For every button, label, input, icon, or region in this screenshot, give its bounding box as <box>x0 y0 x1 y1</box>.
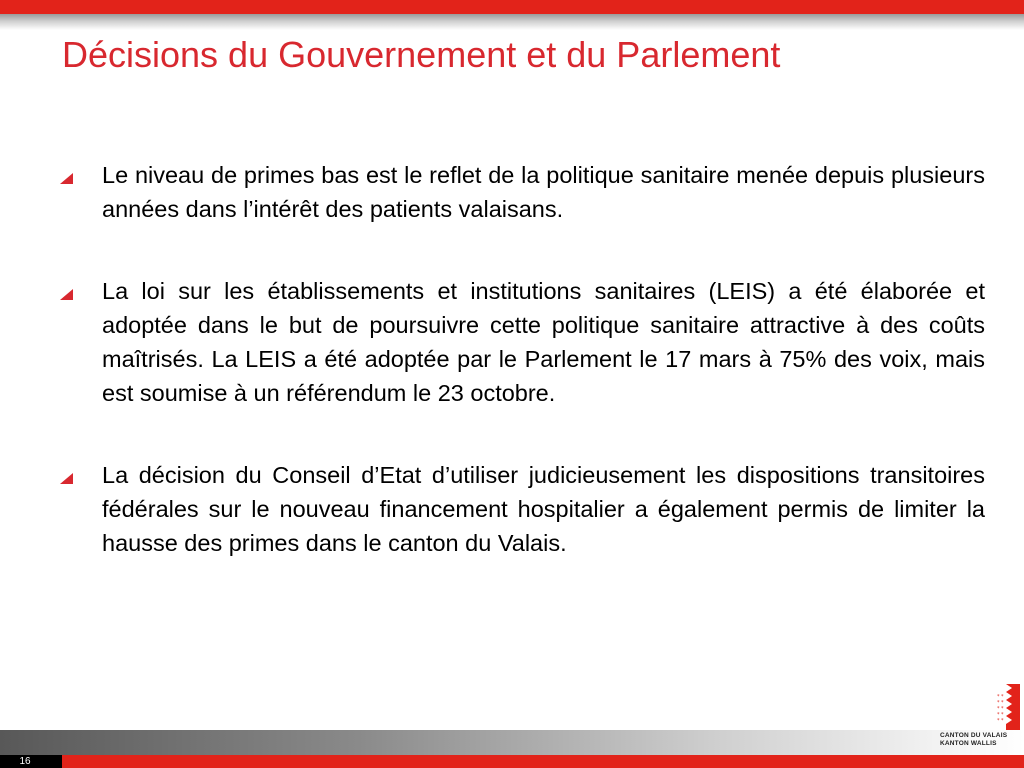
svg-text:*: * <box>1001 718 1004 724</box>
slide-title: Décisions du Gouvernement et du Parlement <box>62 34 781 75</box>
svg-text:*: * <box>997 706 1000 712</box>
triangle-bullet-icon <box>60 289 73 300</box>
canton-logo <box>940 684 1020 754</box>
svg-text:*: * <box>997 718 1000 724</box>
svg-text:*: * <box>1001 712 1004 718</box>
bullet-text: Le niveau de primes bas est le reflet de la politique sanitaire menée depuis plusieurs années dans l’intérêt des patients valaisans. <box>102 162 985 222</box>
page-number <box>0 755 62 768</box>
logo-text-line1: CANTON DU VALAIS <box>940 732 1008 739</box>
svg-text:*: * <box>997 694 1000 700</box>
page-number-text: 16 <box>19 756 31 767</box>
svg-text:*: * <box>1001 700 1004 706</box>
bullet-item <box>60 274 985 410</box>
svg-text:*: * <box>997 700 1000 706</box>
bullet-text: La décision du Conseil d’Etat d’utiliser judicieusement les dispositions transitoires fédérales sur le nouveau financement hospitalier a également permis de limiter la hausse des primes dans le canton du Valais. <box>102 462 985 556</box>
bullet-item <box>60 158 985 226</box>
bullet-list <box>60 158 985 608</box>
canton-valais-flag-icon <box>992 684 1020 730</box>
svg-text:*: * <box>1001 694 1004 700</box>
bullet-text: La loi sur les établissements et institutions sanitaires (LEIS) a été élaborée et adoptée dans le but de poursuivre cette politique sanitaire attractive à des coûts maîtrisés. La LEIS a été adoptée par le Parlement le 17 mars à 75% des voix, mais est soumise à un référendum le 23 octobre. <box>102 278 985 406</box>
svg-text:*: * <box>1001 706 1004 712</box>
top-gray-gradient <box>0 14 1024 30</box>
bottom-red-bar <box>62 755 1024 768</box>
triangle-bullet-icon <box>60 173 73 184</box>
top-red-bar <box>0 0 1024 14</box>
logo-text-line2: KANTON WALLIS <box>940 740 997 747</box>
svg-text:*: * <box>997 712 1000 718</box>
bullet-item <box>60 458 985 560</box>
triangle-bullet-icon <box>60 473 73 484</box>
